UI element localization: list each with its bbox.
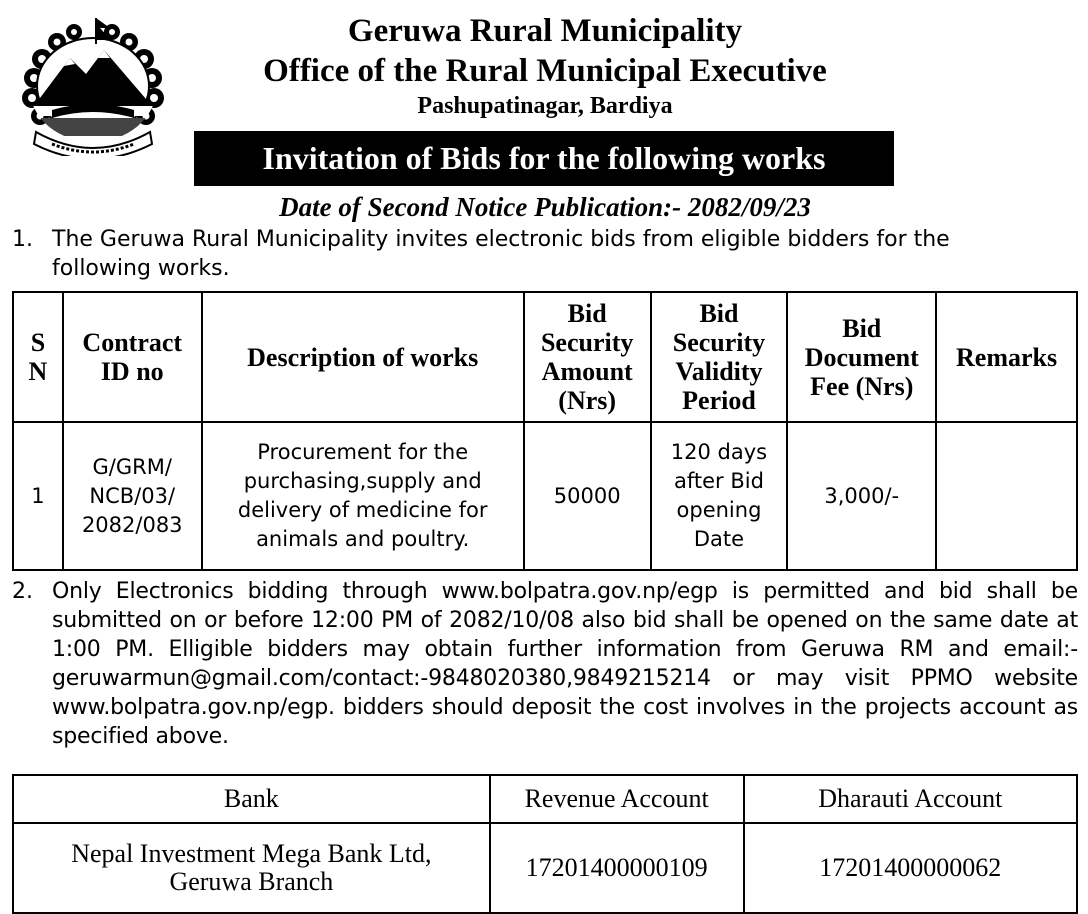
- cell-bid-document-fee: 3,000/-: [787, 422, 936, 570]
- header-dharauti-account: Dharauti Account: [744, 775, 1078, 823]
- header-bank: Bank: [13, 775, 490, 823]
- notice-title: Invitation of Bids for the following works: [262, 140, 826, 176]
- header-contract-id: Contract ID no: [63, 292, 202, 422]
- instructions-paragraph: [12, 577, 1078, 751]
- cell-dharauti-account: 17201400000062: [744, 823, 1078, 913]
- office-name: Office of the Rural Municipal Executive: [263, 53, 827, 89]
- instructions-text: Only Electronics bidding through www.bolpatra.gov.np/egp is permitted and bid shall be submitted on or before 12:00 PM of 2082/10/08 also bid shall be opened on the same date at 1:00 PM. Elligible bidders may obtain further information from Geruwa RM and email:- geruwarmun@gmail.com/contact:-9848020380,9849215214 or may visit PPMO website www.bolpatra.gov.np/egp. bidders should deposit the cost involves in the projects account as specified above.: [52, 579, 1078, 749]
- instructions-number: 2.: [12, 579, 33, 604]
- intro-line-2: following works.: [52, 256, 230, 281]
- header-revenue-account: Revenue Account: [490, 775, 744, 823]
- table-row: [13, 422, 1077, 570]
- cell-bid-security-validity: 120 days after Bid opening Date: [651, 422, 788, 570]
- cell-bid-security-amount: 50000: [524, 422, 651, 570]
- cell-remarks: [936, 422, 1077, 570]
- cell-revenue-account: 17201400000109: [490, 823, 744, 913]
- works-table-header-row: [13, 292, 1077, 422]
- office-location: Pashupatinagar, Bardiya: [417, 93, 673, 119]
- cell-bank-name: Nepal Investment Mega Bank Ltd, Geruwa Branch: [13, 823, 490, 913]
- header-bid-security-validity: Bid Security Validity Period: [651, 292, 788, 422]
- intro-number: 1.: [12, 227, 33, 252]
- works-table: [12, 291, 1078, 571]
- notice-title-banner: [194, 131, 894, 186]
- publication-date: Date of Second Notice Publication:- 2082/09/23: [279, 192, 811, 222]
- header-remarks: Remarks: [936, 292, 1077, 422]
- cell-contract-id: G/GRM/ NCB/03/ 2082/083: [63, 422, 202, 570]
- cell-description: Procurement for the purchasing,supply and delivery of medicine for animals and poultry.: [202, 422, 524, 570]
- header-description: Description of works: [202, 292, 524, 422]
- intro-paragraph: [12, 225, 1078, 283]
- table-row: [13, 823, 1077, 913]
- bank-account-table: [12, 774, 1078, 914]
- cell-sn: 1: [13, 422, 63, 570]
- header-bid-document-fee: Bid Document Fee (Nrs): [787, 292, 936, 422]
- intro-line-1: The Geruwa Rural Municipality invites electronic bids from eligible bidders for the: [52, 227, 950, 252]
- nepal-government-emblem-icon: [12, 14, 174, 156]
- bank-table-header-row: [13, 775, 1077, 823]
- municipality-name: Geruwa Rural Municipality: [347, 13, 743, 49]
- header-sn: S N: [13, 292, 63, 422]
- header-bid-security-amount: Bid Security Amount (Nrs): [524, 292, 651, 422]
